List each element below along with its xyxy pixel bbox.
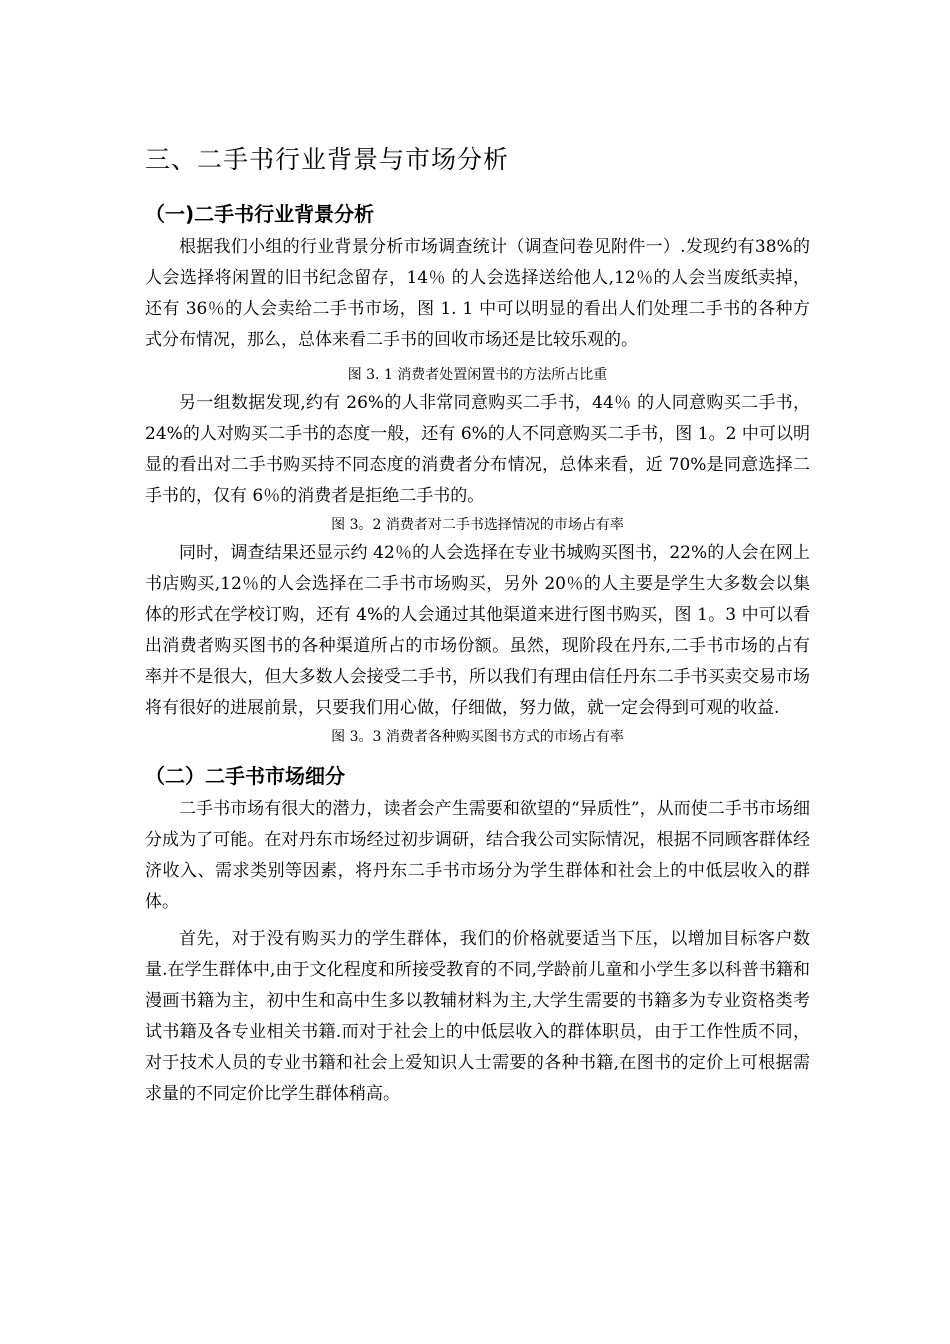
section-heading-industry-background: （一)二手书行业背景分析	[145, 202, 375, 226]
paragraph-purchase-channels: 同时，调查结果还显示约 42％的人会选择在专业书城购买图书，22%的人会在网上书店购买,12％的人会选择在二手书市场购买，另外 20％的人主要是学生大多数会以集体的形式在学校订购，还有 4%的人会通过其他渠道来进行图书购买，图 1。3 中可以看出消费者购买图书的各种渠道所占的市场份额。虽然，现阶段在丹东,二手书市场的占有率并不是很大，但大多数人会接受二手书，所以我们有理由信任丹东二手书买卖交易市场将有很好的进展前景，只要我们用心做，仔细做，努力做，就一定会得到可观的收益.	[145, 543, 810, 718]
document-page	[145, 140, 810, 1110]
paragraph-student-group: 首先，对于没有购买力的学生群体，我们的价格就要适当下压，以增加目标客户数量.在学生群体中,由于文化程度和所接受教育的不同,学龄前儿童和小学生多以科普书籍和漫画书籍为主，初中生和高中生多以教辅材料为主,大学生需要的书籍多为专业资格类考试书籍及各专业相关书籍.而对于社会上的中低层收入的群体职员，由于工作性质不同，对于技术人员的专业书籍和社会上爱知识人士需要的各种书籍,在图书的定价上可根据需求量的不同定价比学生群体稍高。	[145, 929, 810, 1104]
section-heading-market-segmentation: （二）二手书市场细分	[145, 764, 345, 788]
chapter-title: 三、二手书行业背景与市场分析	[145, 145, 510, 174]
figure-caption-3-1: 图 3. 1 消费者处置闲置书的方法所占比重	[347, 367, 608, 383]
paragraph-purchase-attitude: 另一组数据发现,约有 26%的人非常同意购买二手书，44％ 的人同意购买二手书，24%的人对购买二手书的态度一般，还有 6%的人不同意购买二手书，图 1。2 中可以明显的看出对二手书购买持不同态度的消费者分布情况，总体来看，近 70%是同意选择二手书的，仅有 6％的消费者是拒绝二手书的。	[145, 393, 810, 506]
paragraph-disposal-methods: 根据我们小组的行业背景分析市场调查统计（调查问卷见附件一）.发现约有38%的人会选择将闲置的旧书纪念留存，14％ 的人会选择送给他人,12％的人会当废纸卖掉，还有 36％的人会卖给二手书市场，图 1. 1 中可以明显的看出人们处理二手书的各种方式分布情况，那么，总体来看二手书的回收市场还是比较乐观的。	[145, 237, 810, 350]
figure-caption-3-2: 图 3。2 消费者对二手书选择情况的市场占有率	[331, 517, 624, 533]
figure-caption-3-3: 图 3。3 消费者各种购买图书方式的市场占有率	[331, 729, 624, 745]
paragraph-market-potential: 二手书市场有很大的潜力，读者会产生需要和欲望的“异质性”，从而使二手书市场细分成为了可能。在对丹东市场经过初步调研，结合我公司实际情况，根据不同顾客群体经济收入、需求类别等因素，将丹东二手书市场分为学生群体和社会上的中低层收入的群体。	[145, 799, 810, 912]
